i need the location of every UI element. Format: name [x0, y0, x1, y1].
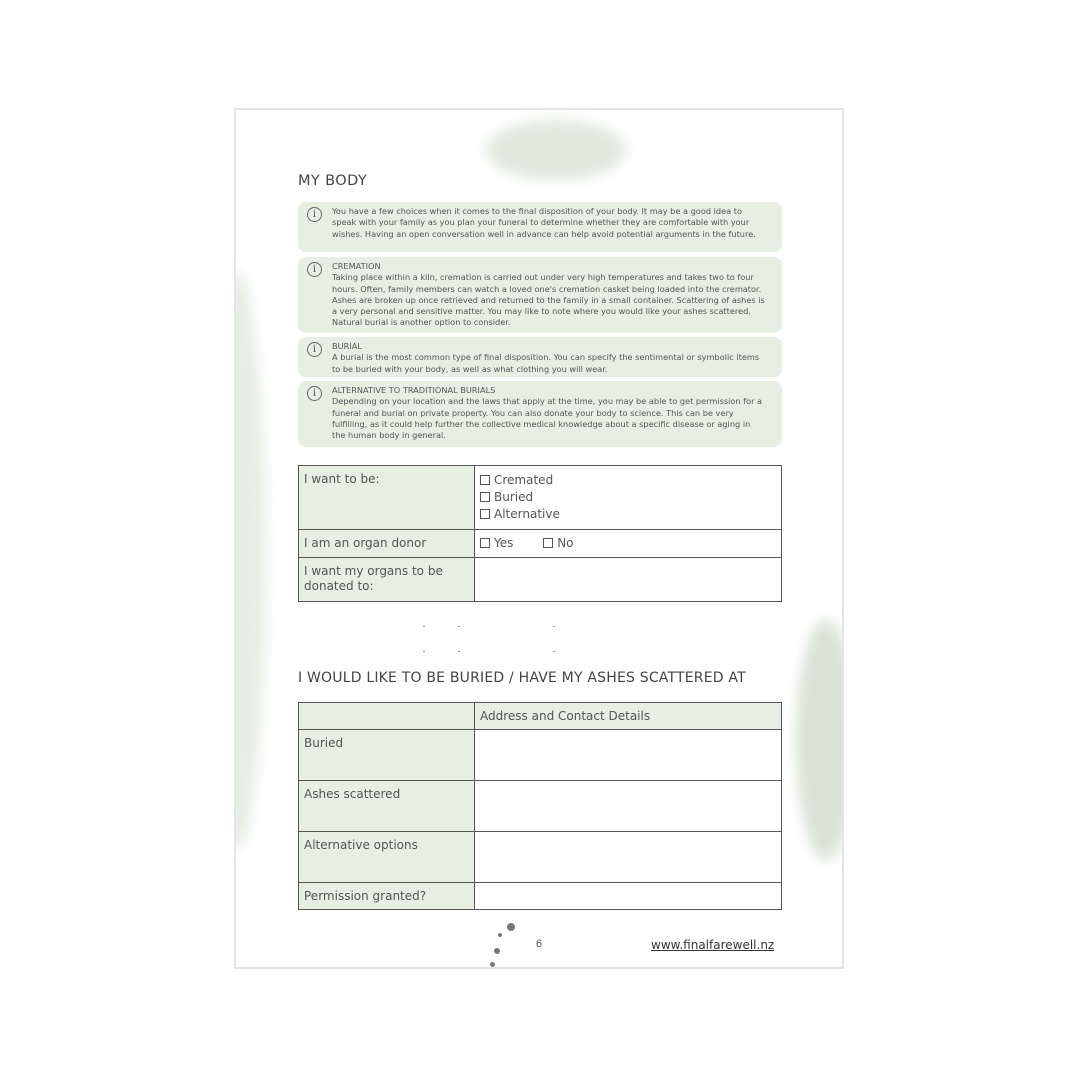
page-number: 6 [536, 938, 543, 950]
donor-no-checkbox[interactable] [543, 538, 553, 548]
alternative-label: Alternative [494, 507, 560, 521]
cremated-label: Cremated [494, 473, 554, 487]
alternative-checkbox[interactable] [480, 509, 490, 519]
row-label-permission-granted: Permission granted? [299, 883, 475, 910]
decorative-dot [498, 933, 502, 937]
row-label-buried: Buried [299, 730, 475, 781]
watercolor-wash-left [234, 270, 266, 850]
info-text: Depending on your location and the laws that apply at the time, you may be able to get permission for a funeral and burial on private property. You can also donate your body to science. This can be very fulfilling, as it could help further the collective medical knowledge about a specific disease or aging in the human body in general. [332, 396, 763, 441]
decorative-dot [490, 962, 495, 967]
info-box-burial [298, 337, 782, 377]
buried-address-field[interactable] [475, 730, 782, 781]
organs-donated-to-field[interactable] [475, 558, 782, 602]
buried-checkbox[interactable] [480, 492, 490, 502]
info-title: CREMATION [332, 261, 381, 271]
row-label-ashes-scattered: Ashes scattered [299, 781, 475, 832]
info-title: BURIAL [332, 341, 362, 351]
section-title-burial-location: I WOULD LIKE TO BE BURIED / HAVE MY ASHES SCATTERED AT [298, 670, 746, 686]
organs-donated-to-label: I want my organs to be donated to: [299, 558, 475, 602]
dotted-line [458, 626, 460, 627]
want-to-be-label: I want to be: [299, 466, 475, 530]
dotted-line [553, 626, 555, 627]
permission-field[interactable] [475, 883, 782, 910]
cremated-checkbox[interactable] [480, 475, 490, 485]
watercolor-wash-top [486, 120, 626, 180]
info-text: You have a few choices when it comes to the final disposition of your body. It may be a good idea to speak with your family as you plan your funeral to determine whether they are comfortable with your wishes. Having an open conversation well in advance can help avoid potential arguments in the future. [332, 206, 756, 239]
decorative-dot [494, 948, 500, 954]
disposition-table [298, 465, 782, 602]
row-label-alternative-options: Alternative options [299, 832, 475, 883]
watercolor-wash-right [796, 620, 844, 860]
info-icon: i [307, 342, 322, 357]
info-box-alternative [298, 381, 782, 447]
info-box-intro [298, 202, 782, 252]
info-box-cremation [298, 257, 782, 333]
info-text: Taking place within a kiln, cremation is carried out under very high temperatures and takes two to four hours. Often, family members can watch a loved one's cremation casket being loaded into the cremator. Ashes are broken up once retrieved and returned to the family in a small container. Scattering of ashes is a very personal and sensitive matter. You may like to note where you would like your ashes scattered. Natural burial is another option to consider. [332, 272, 765, 328]
section-title-my-body: MY BODY [298, 173, 368, 189]
dotted-line [423, 626, 425, 627]
donor-yes-label: Yes [494, 536, 514, 550]
address-header: Address and Contact Details [475, 703, 782, 730]
decorative-dot [507, 923, 515, 931]
ashes-address-field[interactable] [475, 781, 782, 832]
alternative-address-field[interactable] [475, 832, 782, 883]
dotted-line [458, 651, 460, 652]
want-to-be-options [475, 466, 782, 530]
info-text: A burial is the most common type of final disposition. You can specify the sentimental or symbolic items to be buried with your body, as well as what clothing you will wear. [332, 352, 760, 374]
dotted-line [553, 651, 555, 652]
info-icon: i [307, 262, 322, 277]
donor-no-label: No [557, 536, 574, 550]
website-link[interactable]: www.finalfarewell.nz [651, 938, 775, 952]
table-corner-cell [299, 703, 475, 730]
donor-yes-checkbox[interactable] [480, 538, 490, 548]
burial-location-table [298, 702, 782, 910]
info-title: ALTERNATIVE TO TRADITIONAL BURIALS [332, 385, 496, 395]
organ-donor-label: I am an organ donor [299, 530, 475, 558]
dotted-line [423, 651, 425, 652]
document-page [234, 108, 844, 969]
organ-donor-options [475, 530, 782, 558]
buried-label: Buried [494, 490, 534, 504]
info-icon: i [307, 386, 322, 401]
info-icon: i [307, 207, 322, 222]
